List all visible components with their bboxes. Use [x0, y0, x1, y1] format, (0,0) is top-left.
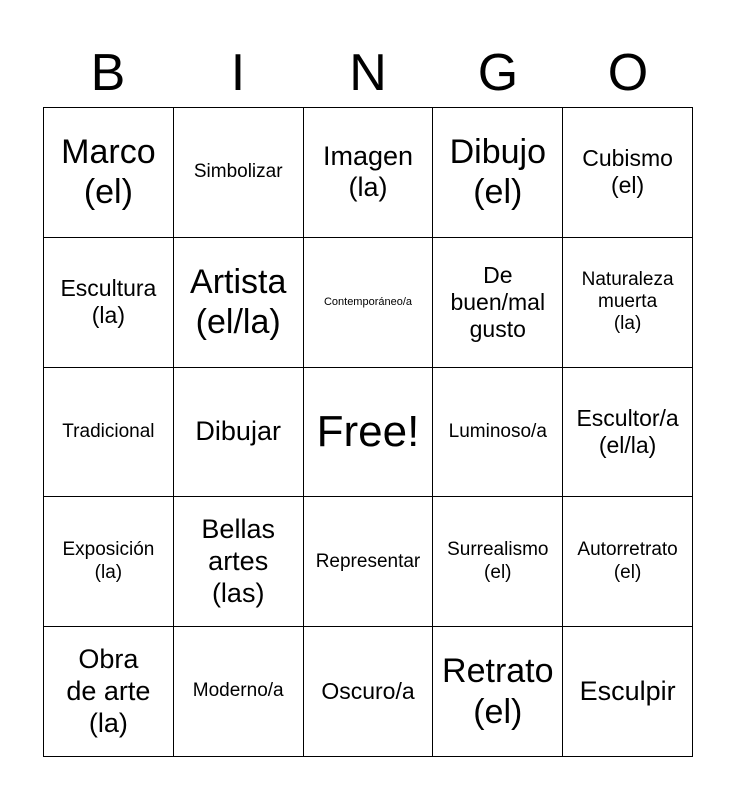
- cell-label: Luminoso/a: [448, 420, 547, 442]
- bingo-cell[interactable]: [174, 627, 304, 757]
- cell-label: Escultor/a (el/la): [576, 404, 679, 458]
- bingo-cell[interactable]: [433, 108, 563, 238]
- cell-label: Obra de arte (la): [66, 643, 151, 738]
- bingo-cell[interactable]: [174, 108, 304, 238]
- cell-label: Bellas artes (las): [201, 514, 275, 608]
- bingo-cell[interactable]: [304, 627, 434, 757]
- cell-label: Surrealismo (el): [447, 539, 549, 583]
- cell-label: Naturaleza muerta (la): [581, 268, 674, 335]
- bingo-cell[interactable]: [304, 497, 434, 627]
- bingo-cell[interactable]: [304, 238, 434, 368]
- bingo-cell[interactable]: [44, 368, 174, 498]
- header-letter-o: O: [607, 44, 649, 102]
- bingo-cell[interactable]: [433, 497, 563, 627]
- cell-label: Retrato (el): [442, 652, 554, 731]
- cell-label: Marco (el): [61, 133, 156, 212]
- bingo-grid: [43, 107, 693, 757]
- bingo-cell[interactable]: [174, 238, 304, 368]
- bingo-cell[interactable]: [433, 627, 563, 757]
- cell-label: Autorretrato (el): [577, 539, 678, 583]
- bingo-cell[interactable]: [44, 497, 174, 627]
- bingo-cell[interactable]: [44, 108, 174, 238]
- bingo-cell[interactable]: [563, 368, 693, 498]
- cell-label: Esculpir: [579, 675, 676, 706]
- cell-label: Cubismo (el): [582, 145, 673, 199]
- free-space-cell[interactable]: [304, 368, 434, 498]
- bingo-cell[interactable]: [563, 238, 693, 368]
- header-letter-i: I: [230, 44, 246, 102]
- cell-label: Representar: [315, 550, 421, 572]
- bingo-cell[interactable]: [44, 627, 174, 757]
- bingo-cell[interactable]: [433, 368, 563, 498]
- cell-label: Contemporáneo/a: [323, 295, 413, 308]
- bingo-cell[interactable]: [44, 238, 174, 368]
- bingo-cell[interactable]: [563, 627, 693, 757]
- cell-label: Tradicional: [62, 420, 155, 442]
- bingo-cell[interactable]: [174, 368, 304, 498]
- cell-label: Escultura (la): [60, 275, 157, 329]
- cell-label: Artista (el/la): [190, 263, 287, 342]
- bingo-cell[interactable]: [433, 238, 563, 368]
- cell-label: Exposición (la): [62, 539, 155, 583]
- cell-label: Imagen (la): [322, 140, 414, 203]
- header-letter-g: G: [477, 44, 519, 102]
- bingo-cell[interactable]: [563, 108, 693, 238]
- cell-label: De buen/mal gusto: [450, 261, 546, 342]
- bingo-cell[interactable]: [304, 108, 434, 238]
- cell-label: Simbolizar: [193, 161, 283, 183]
- bingo-cell[interactable]: [174, 497, 304, 627]
- header-letter-n: N: [349, 44, 387, 102]
- free-space-label: Free!: [316, 407, 420, 457]
- cell-label: Moderno/a: [192, 680, 284, 702]
- bingo-cell[interactable]: [563, 497, 693, 627]
- header-letter-b: B: [90, 44, 126, 102]
- cell-label: Dibujar: [195, 416, 281, 447]
- cell-label: Dibujo (el): [449, 133, 546, 212]
- cell-label: Oscuro/a: [321, 678, 415, 705]
- bingo-header: [43, 40, 693, 106]
